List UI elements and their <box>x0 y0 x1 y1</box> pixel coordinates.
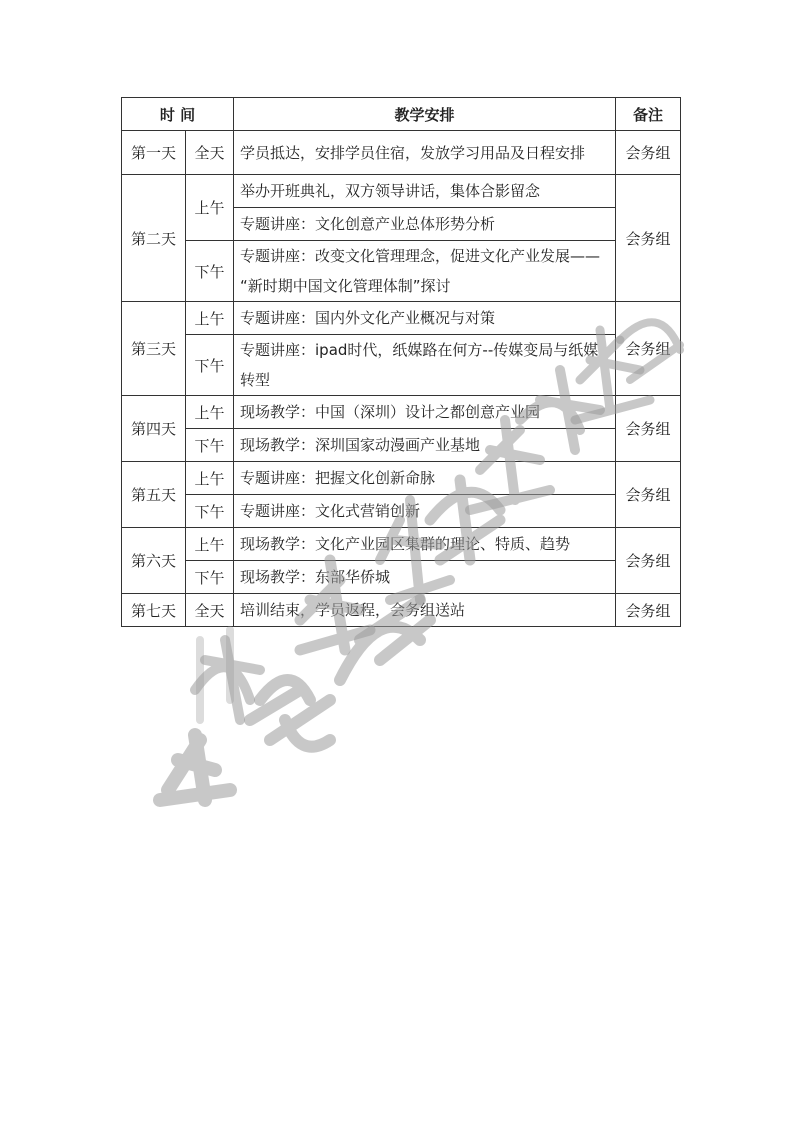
half-cell: 下午 <box>186 429 234 462</box>
content-cell: 现场教学：深圳国家动漫画产业基地 <box>234 429 616 462</box>
day-cell: 第七天 <box>122 594 186 627</box>
table-row <box>122 495 681 528</box>
content-cell: 专题讲座：国内外文化产业概况与对策 <box>234 302 616 335</box>
content-cell: 专题讲座：改变文化管理理念，促进文化产业发展—— “新时期中国文化管理体制”探讨 <box>234 241 616 302</box>
table-row <box>122 241 681 302</box>
half-cell: 下午 <box>186 561 234 594</box>
content-cell: 现场教学：东部华侨城 <box>234 561 616 594</box>
half-cell: 下午 <box>186 495 234 528</box>
table-row <box>122 175 681 208</box>
table-header-row <box>122 98 681 131</box>
table-row <box>122 594 681 627</box>
day-cell: 第一天 <box>122 131 186 175</box>
content-cell: 举办开班典礼，双方领导讲话，集体合影留念 <box>234 175 616 208</box>
table-row <box>122 335 681 396</box>
day-cell: 第二天 <box>122 175 186 302</box>
day-cell: 第四天 <box>122 396 186 462</box>
table-row <box>122 396 681 429</box>
half-cell: 上午 <box>186 396 234 429</box>
table-row <box>122 561 681 594</box>
content-cell: 现场教学：文化产业园区集群的理论、特质、趋势 <box>234 528 616 561</box>
table-row <box>122 429 681 462</box>
note-cell: 会务组 <box>616 594 681 627</box>
half-cell: 全天 <box>186 131 234 175</box>
content-cell: 培训结束，学员返程，会务组送站 <box>234 594 616 627</box>
note-cell: 会务组 <box>616 462 681 528</box>
content-cell: 学员抵达，安排学员住宿，发放学习用品及日程安排 <box>234 131 616 175</box>
note-cell: 会务组 <box>616 302 681 396</box>
schedule-table <box>121 97 681 627</box>
content-cell: 专题讲座：文化创意产业总体形势分析 <box>234 208 616 241</box>
content-cell: 专题讲座：ipad时代，纸媒路在何方--传媒变局与纸媒转型 <box>234 335 616 396</box>
note-cell: 会务组 <box>616 131 681 175</box>
header-note: 备注 <box>616 98 681 131</box>
half-cell: 上午 <box>186 528 234 561</box>
half-cell: 上午 <box>186 302 234 335</box>
half-cell: 上午 <box>186 462 234 495</box>
note-cell: 会务组 <box>616 175 681 302</box>
content-cell: 现场教学：中国（深圳）设计之都创意产业园 <box>234 396 616 429</box>
table-row <box>122 528 681 561</box>
note-cell: 会务组 <box>616 396 681 462</box>
content-cell: 专题讲座：把握文化创新命脉 <box>234 462 616 495</box>
header-time: 时 间 <box>122 98 234 131</box>
half-cell: 上午 <box>186 175 234 241</box>
day-cell: 第六天 <box>122 528 186 594</box>
half-cell: 全天 <box>186 594 234 627</box>
day-cell: 第三天 <box>122 302 186 396</box>
half-cell: 下午 <box>186 241 234 302</box>
half-cell: 下午 <box>186 335 234 396</box>
content-cell: 专题讲座：文化式营销创新 <box>234 495 616 528</box>
note-cell: 会务组 <box>616 528 681 594</box>
day-cell: 第五天 <box>122 462 186 528</box>
table-row <box>122 302 681 335</box>
table-row <box>122 462 681 495</box>
table-row <box>122 131 681 175</box>
header-arrangement: 教学安排 <box>234 98 616 131</box>
